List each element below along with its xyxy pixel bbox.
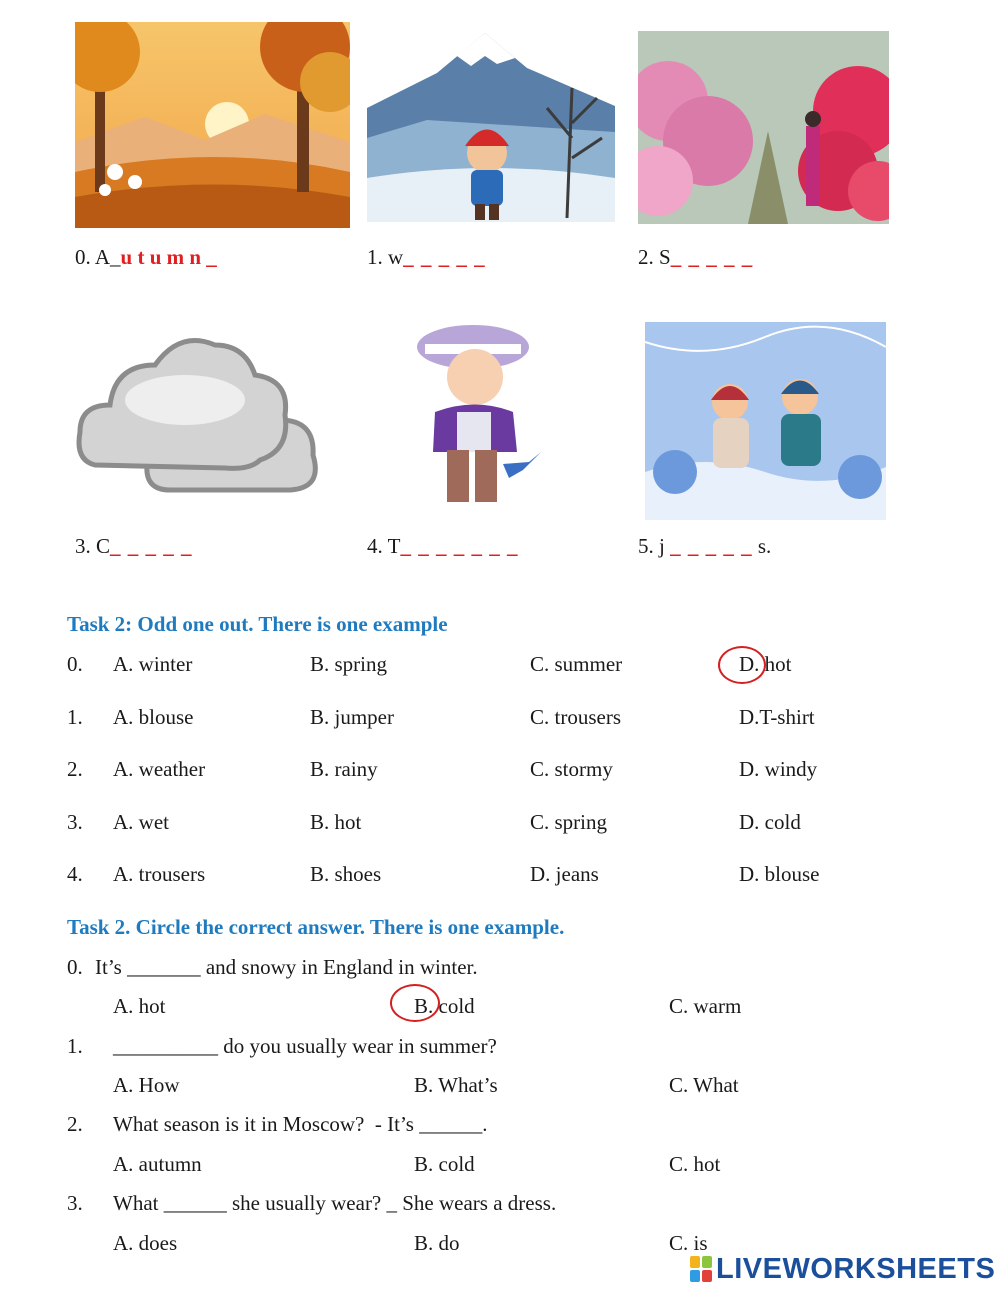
option-b[interactable]: B. shoes <box>310 862 382 886</box>
option-d[interactable]: D. hot <box>739 652 792 676</box>
answer-circle <box>390 984 440 1022</box>
option-c[interactable]: C. spring <box>530 810 608 834</box>
question-number: 3. <box>67 1191 83 1215</box>
task1-item-4 <box>367 534 518 559</box>
task1-item-5 <box>638 534 771 559</box>
item-prefix: T <box>387 534 401 558</box>
option-a[interactable]: A. blouse <box>113 705 194 729</box>
option-c[interactable]: C. summer <box>530 652 623 676</box>
option-a[interactable]: A. weather <box>113 757 206 781</box>
item-number: 5. <box>638 534 654 558</box>
option-b[interactable]: B. do <box>414 1231 460 1255</box>
option-c[interactable]: C. warm <box>669 994 742 1018</box>
option-c[interactable]: D. jeans <box>530 862 599 886</box>
item-number: 2. <box>638 245 654 269</box>
task1-item-1 <box>367 245 486 270</box>
row-number: 3. <box>67 810 83 834</box>
option-c[interactable]: C. is <box>669 1231 708 1255</box>
row-number: 1. <box>67 705 83 729</box>
option-c[interactable]: C. stormy <box>530 757 613 781</box>
option-b[interactable]: B. cold <box>414 1152 475 1176</box>
option-c[interactable]: C. trousers <box>530 705 621 729</box>
option-b[interactable]: B. hot <box>310 810 362 834</box>
option-d[interactable]: D. blouse <box>739 862 820 886</box>
row-number: 4. <box>67 862 83 886</box>
option-b[interactable]: B. What’s <box>414 1073 498 1097</box>
question-number: 0. <box>67 955 83 979</box>
option-a[interactable]: A. trousers <box>113 862 206 886</box>
row-number: 0. <box>67 652 83 676</box>
task1-item-3 <box>75 534 193 559</box>
logo-text: LIVEWORKSHEETS <box>716 1252 996 1285</box>
task1-item-2 <box>638 245 753 270</box>
item-prefix: w <box>388 245 404 269</box>
item-answer[interactable]: _ _ _ _ _ <box>670 534 753 558</box>
item-number: 0. <box>75 245 91 269</box>
task2-heading: Task 2: Odd one out. There is one example <box>67 612 448 636</box>
question-text: It’s _______ and snowy in England in winter. <box>95 955 478 979</box>
option-a[interactable]: A. wet <box>113 810 169 834</box>
item-answer[interactable]: _ _ _ _ _ <box>670 245 754 269</box>
option-b[interactable]: B. rainy <box>310 757 378 781</box>
question-text: __________ do you usually wear in summer? <box>113 1034 497 1058</box>
item-number: 1. <box>367 245 383 269</box>
winter-mountain-boy-image <box>367 28 615 222</box>
option-c[interactable]: C. hot <box>669 1152 721 1176</box>
option-d[interactable]: D.T-shirt <box>739 705 815 729</box>
item-prefix: A_ <box>94 245 121 269</box>
option-a[interactable]: A. does <box>113 1231 178 1255</box>
question-text: What ______ she usually wear? _ She wears a dress. <box>113 1191 557 1215</box>
option-d[interactable]: D. cold <box>739 810 801 834</box>
item-answer[interactable]: _ _ _ _ _ <box>110 534 193 558</box>
item-answer[interactable]: _ _ _ _ _ _ _ <box>400 534 519 558</box>
item-prefix: S <box>659 245 671 269</box>
option-a[interactable]: A. hot <box>113 994 166 1018</box>
option-b[interactable]: B. jumper <box>310 705 394 729</box>
task1-item-0 <box>75 245 217 270</box>
row-number: 2. <box>67 757 83 781</box>
item-prefix: C <box>96 534 111 558</box>
question-text: What season is it in Moscow? - It’s ______. <box>113 1112 488 1136</box>
option-a[interactable]: A. autumn <box>113 1152 202 1176</box>
task3-heading: Task 2. Circle the correct answer. There is one example. <box>67 915 565 939</box>
option-b[interactable]: B. cold <box>414 994 475 1018</box>
item-suffix: s. <box>752 534 772 558</box>
autumn-forest-image <box>75 22 350 228</box>
boy-trousers-image <box>405 322 547 512</box>
item-number: 4. <box>367 534 383 558</box>
question-number: 1. <box>67 1034 83 1058</box>
option-a[interactable]: A. winter <box>113 652 193 676</box>
option-a[interactable]: A. How <box>113 1073 180 1097</box>
option-b[interactable]: B. spring <box>310 652 388 676</box>
item-number: 3. <box>75 534 91 558</box>
option-c[interactable]: C. What <box>669 1073 739 1097</box>
clouds-image <box>75 320 323 498</box>
item-prefix: j <box>659 534 671 558</box>
liveworksheets-logo[interactable] <box>690 1252 995 1286</box>
item-answer[interactable]: _ _ _ _ _ <box>403 245 486 269</box>
question-number: 2. <box>67 1112 83 1136</box>
option-d[interactable]: D. windy <box>739 757 818 781</box>
spring-blossom-image <box>638 31 889 224</box>
kids-jumpers-image <box>645 322 886 520</box>
answer-circle <box>718 646 766 684</box>
logo-mark-icon <box>690 1256 712 1282</box>
item-answer[interactable]: u t u m n _ <box>120 245 217 269</box>
